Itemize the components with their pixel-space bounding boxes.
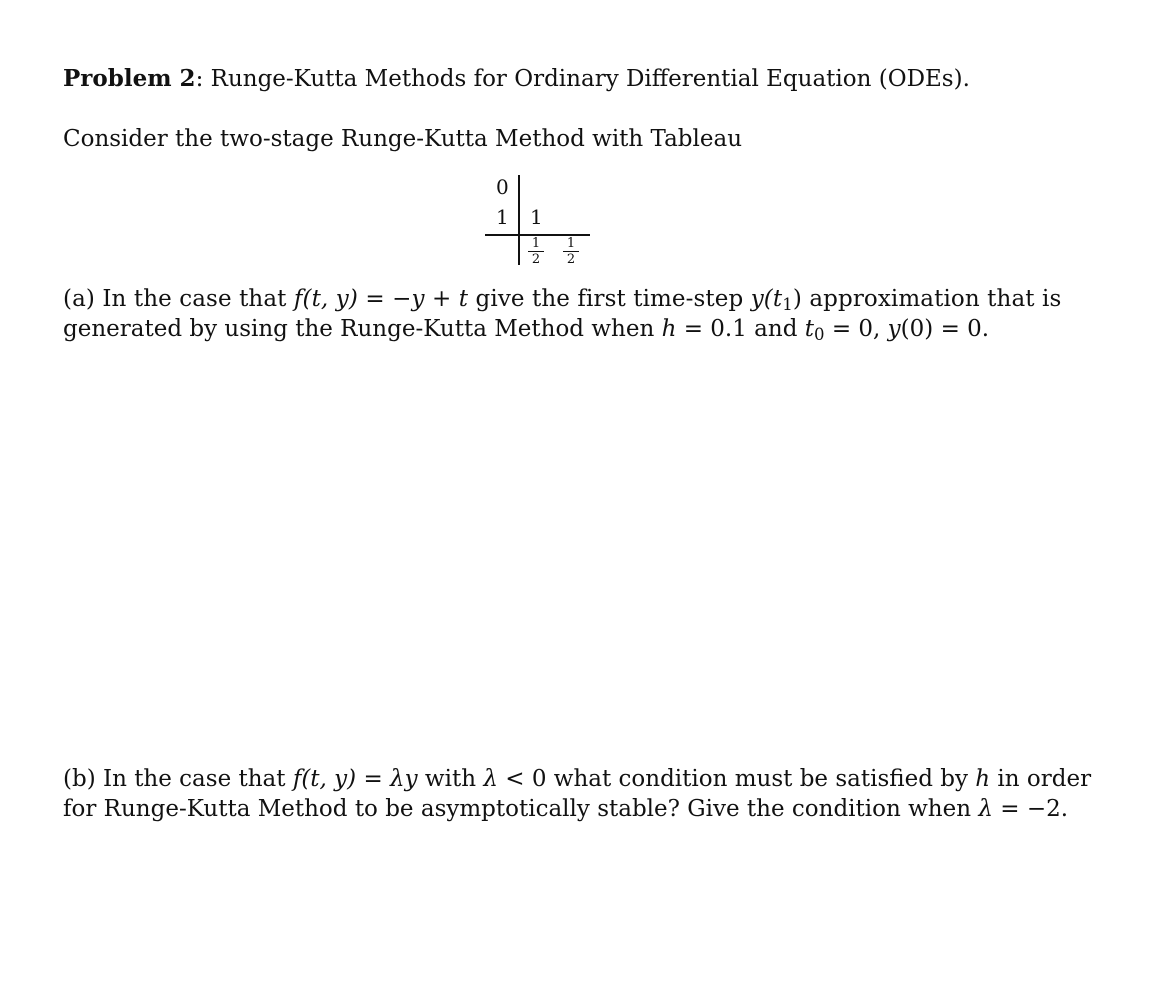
part-a-math-y0: y xyxy=(887,316,901,342)
tableau-vertical-rule xyxy=(518,175,520,265)
part-a-text-7: (0) = 0. xyxy=(900,316,990,342)
part-a-math-f: f(t, y) = −y + t xyxy=(293,286,469,312)
part-a-math-y-t1 xyxy=(750,286,802,315)
part-a-math-y: y(t xyxy=(750,286,783,312)
part-a-sub-0: 0 xyxy=(813,325,825,345)
tableau-c2: 1 xyxy=(496,205,509,229)
part-b-line-1 xyxy=(63,764,1091,794)
tableau-b1 xyxy=(528,237,544,266)
part-a-paren: ) xyxy=(792,286,802,312)
tableau-b1-numerator: 1 xyxy=(528,237,544,252)
tableau-b2-denominator: 2 xyxy=(566,252,576,267)
problem-label: Problem 2 xyxy=(63,65,196,92)
part-b-line-2 xyxy=(63,794,1068,824)
part-b-math-lambda-2: λ xyxy=(978,796,993,822)
part-a-line-2 xyxy=(63,314,989,350)
problem-heading: : Runge-Kutta Methods for Ordinary Differential Equation (ODEs). xyxy=(195,66,970,92)
part-a-text-3: approximation that is xyxy=(801,286,1062,312)
tableau-b2-numerator: 1 xyxy=(563,237,579,252)
part-a-text-2: give the first time-step xyxy=(468,286,751,312)
tableau-b2 xyxy=(563,237,579,266)
part-b-math-lambda: λ xyxy=(483,766,498,792)
part-a-math-t: t xyxy=(804,316,814,342)
part-a-text-1: (a) In the case that xyxy=(63,286,294,312)
part-b-text-1: (b) In the case that xyxy=(63,766,293,792)
butcher-tableau xyxy=(485,175,590,267)
tableau-b1-denominator: 2 xyxy=(531,252,541,267)
part-b-math-f: f(t, y) = λy xyxy=(292,766,418,792)
part-a-math-h: h xyxy=(661,316,677,342)
part-b-text-4: in order xyxy=(990,766,1092,792)
part-a-text-6: = 0, xyxy=(824,316,888,342)
part-b-math-h: h xyxy=(975,766,991,792)
tableau-a21: 1 xyxy=(530,205,543,229)
part-a-sub-1: 1 xyxy=(782,295,793,315)
part-b-text-5: for Runge-Kutta Method to be asymptotically stable? Give the condition when xyxy=(63,796,979,822)
part-a-text-5: = 0.1 and xyxy=(676,316,805,342)
problem-title xyxy=(63,64,970,94)
part-a-text-4: generated by using the Runge-Kutta Method when xyxy=(63,316,662,342)
part-b-text-2: with xyxy=(417,766,484,792)
intro-text: Consider the two-stage Runge-Kutta Method with Tableau xyxy=(63,126,743,152)
part-b-text-3: < 0 what condition must be satisfied by xyxy=(497,766,976,792)
tableau-c1: 0 xyxy=(496,175,509,199)
part-b-text-6: = −2. xyxy=(992,796,1069,822)
